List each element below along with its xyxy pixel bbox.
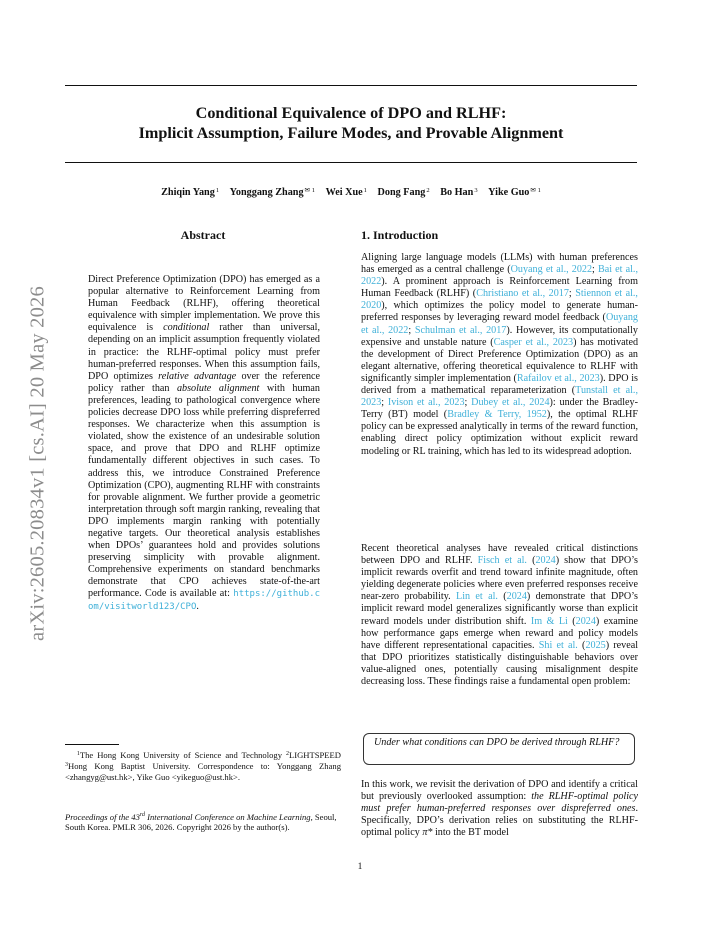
text-run: Aligning large language models (LLMs) with human preferences has emerged as a central challenge ( bbox=[361, 252, 638, 276]
proceedings-note: Proceedings of the 43rd International Conference on Machine Learning, Seoul, South Korea. PMLR 306, 2026. Copyright 2026 by the author(s). bbox=[65, 811, 337, 833]
author: Zhiqin Yang$^1$ bbox=[161, 187, 220, 198]
introduction-heading: 1. Introduction bbox=[361, 228, 439, 242]
author-list bbox=[65, 186, 637, 198]
text-run: ) demonstrate that DPO’s implicit reward model generalizes significantly worse than explicit reward models under distribution shift. bbox=[361, 591, 638, 627]
author: Yonggang Zhang$^{✉ 1}$ bbox=[229, 187, 316, 198]
abstract-heading: Abstract bbox=[180, 228, 226, 242]
text-run: ( bbox=[526, 555, 536, 567]
citation-link[interactable]: Rafailov et al., 2023 bbox=[516, 372, 600, 384]
research-question-box: Under what conditions can DPO be derived through RLHF? bbox=[363, 733, 635, 765]
title-top-rule bbox=[65, 85, 637, 86]
text-run: ) reveal that DPO prioritizes statistically distinguishable behaviors over value-aligned ones, potentially causing misalignment despite decreasing loss. These findings raise a fundamental open problem: bbox=[361, 639, 639, 688]
citation-link[interactable]: Im & Li bbox=[530, 615, 568, 627]
citation-link[interactable]: 2024 bbox=[535, 555, 556, 567]
affiliations-footnote: $^1$The Hong Kong University of Science and Technology $^2$LIGHTSPEED $^3$Hong Kong Baptist University. Correspondence to: Yonggang Zhang <zhangyg@ust.hk>, Yike Guo <yikeguo@ust.hk>. bbox=[65, 750, 341, 782]
citation-link[interactable]: Stiennon et al., 2020 bbox=[361, 288, 638, 312]
citation-link[interactable]: Fisch et al. bbox=[477, 555, 527, 567]
intro-paragraph-1 bbox=[361, 252, 638, 458]
citation-link[interactable]: 2024 bbox=[506, 591, 527, 603]
text-run: ( bbox=[567, 615, 576, 627]
text-run: ( bbox=[497, 591, 507, 603]
citation-link[interactable]: 2025 bbox=[585, 639, 606, 651]
citation-link[interactable]: Ivison et al., 2023 bbox=[387, 397, 465, 409]
text-run: ) examine how performance gaps emerge when reward and policy models have different representational capacities. bbox=[361, 615, 638, 651]
text-run: ( bbox=[577, 639, 586, 651]
text-run: ), which optimizes the policy model to generate human-preferred responses by leveraging reward model feedback ( bbox=[361, 300, 638, 324]
text-run: ; bbox=[381, 397, 388, 409]
text-run: ), the optimal RLHF policy can be expressed analytically in terms of the reward function, enabling direct policy optimization without explicit reward modeling or RL training, which has led to its widespread adoption. bbox=[361, 409, 638, 457]
text-run: into the BT model bbox=[432, 827, 509, 839]
author: Dong Fang$^2$ bbox=[377, 187, 430, 198]
text-run: ; bbox=[568, 288, 576, 300]
title-bottom-rule bbox=[65, 162, 637, 163]
text-run: ). However, its computationally expensive and unstable nature ( bbox=[361, 324, 638, 348]
author: Yike Guo$^{✉ 1}$ bbox=[488, 187, 541, 198]
text-run: ): under the Bradley-Terry (BT) model ( bbox=[361, 397, 638, 421]
citation-link[interactable]: Tunstall et al., 2023 bbox=[361, 385, 638, 409]
emphasis-text: the RLHF-optimal policy must prefer human-preferred responses over dispreferred ones bbox=[361, 791, 638, 815]
abstract-body: Direct Preference Optimization (DPO) has emerged as a popular alternative to Reinforcement Learning from Human Feedback (RLHF), offering theoretical equivalence with simpler implementation. We prove this equivalence is conditional rather than universal, depending on an implicit assumption frequently violated in practice: the RLHF-optimal policy must prefer human-preferred responses. When this assumption fails, DPO optimizes relative advantage over the reference policy rather than absolute alignment with human preferences, leading to pathological convergence where policies decrease DPO loss while preferring dispreferred responses. We characterize when this assumption is violated, show the existence of an undesirable solution space, and prove that DPO and RLHF optimize fundamentally different objectives in such cases. To address this, we introduce Constrained Preference Optimization (CPO), augmenting RLHF with constraints for provable alignment. We further provide a geometric interpretation through soft margin ranking, revealing that DPO implements margin ranking with potentially negative targets. Our theoretical analysis establishes when DPOs’ guarantees hold and provides solutions preserving simplicity with provable alignment. Comprehensive experiments on standard benchmarks demonstrate that CPO achieves state-of-the-art performance. Code is available at: https://github.com/visitworld123/CPO. bbox=[88, 274, 320, 612]
text-run: In this work, we revisit the derivation of DPO and identify a critical but previously overlooked assumption: bbox=[361, 779, 638, 803]
text-run: ). A prominent approach is Reinforcement Learning from Human Feedback (RLHF) ( bbox=[361, 276, 638, 300]
citation-link[interactable]: Christiano et al., 2017 bbox=[476, 288, 569, 300]
intro-paragraph-3 bbox=[361, 779, 638, 839]
text-run: ). DPO is derived from a mathematical reparameterization ( bbox=[361, 372, 638, 397]
code-link[interactable]: https://github.com/visitworld123/CPO bbox=[88, 589, 320, 612]
text-run: . Specifically, DPO’s derivation relies on substituting the RLHF-optimal policy bbox=[361, 803, 638, 839]
citation-link[interactable]: Bai et al., 2022 bbox=[361, 264, 638, 288]
citation-link[interactable]: Shi et al. bbox=[538, 639, 578, 651]
citation-link[interactable]: Lin et al. bbox=[456, 591, 498, 603]
intro-paragraph-2 bbox=[361, 543, 638, 688]
text-run: ; bbox=[464, 397, 472, 409]
emphasis-text: π* bbox=[422, 827, 433, 839]
text-run: ) show that DPO’s implicit rewards overfit and trend toward infinite magnitude, often yielding degenerate policies where even preferred responses receive near-zero probability. bbox=[361, 555, 638, 603]
author: Bo Han$^3$ bbox=[440, 187, 478, 198]
arxiv-stamp: arXiv:2605.20834v1 [cs.AI] 20 May 2026 bbox=[26, 286, 49, 641]
citation-link[interactable]: Schulman et al., 2017 bbox=[414, 324, 507, 336]
footnote-rule bbox=[65, 744, 119, 745]
citation-link[interactable]: Ouyang et al., 2022 bbox=[510, 264, 593, 276]
text-run: ) has motivated the development of Direct Preference Optimization (DPO) as an elegant alternative, offering theoretical equivalence to RLHF with significantly simpler implementation ( bbox=[361, 336, 639, 384]
citation-link[interactable]: Ouyang et al., 2022 bbox=[361, 312, 638, 336]
title-line-2: Implicit Assumption, Failure Modes, and Provable Alignment bbox=[138, 124, 564, 142]
citation-link[interactable]: Dubey et al., 2024 bbox=[471, 397, 550, 409]
citation-link[interactable]: Casper et al., 2023 bbox=[493, 336, 574, 348]
title-line-1: Conditional Equivalence of DPO and RLHF: bbox=[195, 104, 507, 122]
citation-link[interactable]: 2024 bbox=[575, 615, 596, 627]
text-run: Recent theoretical analyses have revealed critical distinctions between DPO and RLHF. bbox=[361, 543, 638, 567]
paper-title bbox=[65, 103, 637, 143]
citation-link[interactable]: Bradley & Terry, 1952 bbox=[447, 409, 547, 421]
author: Wei Xue$^1$ bbox=[325, 187, 367, 198]
page-number: 1 bbox=[357, 862, 363, 872]
text-run: ; bbox=[592, 264, 598, 276]
text-run: ; bbox=[408, 324, 415, 336]
